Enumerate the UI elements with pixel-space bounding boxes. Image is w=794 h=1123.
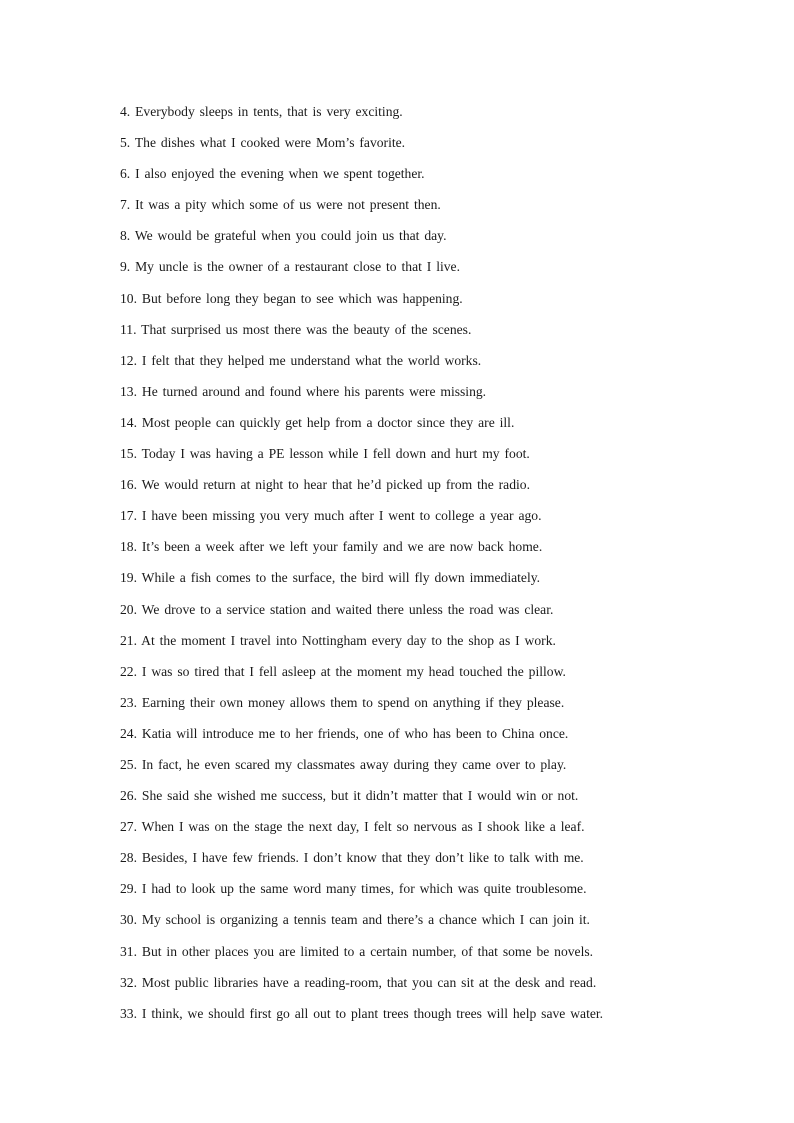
sentence-line: 28. Besides, I have few friends. I don’t know that they don’t like to talk with me. bbox=[120, 850, 584, 866]
sentence-line: 13. He turned around and found where his parents were missing. bbox=[120, 383, 487, 399]
sentence-line: 10. But before long they began to see which was happening. bbox=[120, 290, 463, 306]
sentence-line: 18. It’s been a week after we left your family and we are now back home. bbox=[120, 539, 543, 555]
sentence-line: 31. But in other places you are limited to a certain number, of that some be novels. bbox=[120, 943, 594, 959]
sentence-line: 27. When I was on the stage the next day, I felt so nervous as I shook like a leaf. bbox=[120, 819, 585, 835]
sentence-line: 16. We would return at night to hear that he’d picked up from the radio. bbox=[120, 477, 530, 493]
sentence-line: 20. We drove to a service station and waited there unless the road was clear. bbox=[120, 601, 554, 617]
sentence-line: 19. While a fish comes to the surface, the bird will fly down immediately. bbox=[120, 570, 541, 586]
sentence-line: 33. I think, we should first go all out to plant trees though trees will help save water. bbox=[120, 1005, 604, 1021]
sentence-line: 21. At the moment I travel into Nottingham every day to the shop as I work. bbox=[120, 632, 556, 648]
sentence-line: 29. I had to look up the same word many times, for which was quite troublesome. bbox=[120, 881, 587, 897]
sentence-line: 6. I also enjoyed the evening when we spent together. bbox=[120, 166, 425, 182]
sentence-line: 9. My uncle is the owner of a restaurant close to that I live. bbox=[120, 259, 460, 275]
sentence-line: 12. I felt that they helped me understand what the world works. bbox=[120, 352, 482, 368]
sentence-line: 8. We would be grateful when you could join us that day. bbox=[120, 228, 447, 244]
sentence-line: 25. In fact, he even scared my classmates away during they came over to play. bbox=[120, 756, 567, 772]
sentence-line: 17. I have been missing you very much after I went to college a year ago. bbox=[120, 508, 542, 524]
sentence-line: 11. That surprised us most there was the beauty of the scenes. bbox=[120, 321, 472, 337]
sentence-line: 22. I was so tired that I fell asleep at the moment my head touched the pillow. bbox=[120, 663, 566, 679]
sentence-line: 24. Katia will introduce me to her friends, one of who has been to China once. bbox=[120, 725, 569, 741]
sentence-list bbox=[120, 101, 680, 1034]
sentence-line: 14. Most people can quickly get help from a doctor since they are ill. bbox=[120, 414, 515, 430]
sentence-line: 4. Everybody sleeps in tents, that is very exciting. bbox=[120, 104, 403, 119]
sentence-line: 26. She said she wished me success, but it didn’t matter that I would win or not. bbox=[120, 788, 579, 804]
sentence-line: 15. Today I was having a PE lesson while I fell down and hurt my foot. bbox=[120, 446, 530, 462]
sentence-line: 32. Most public libraries have a reading-room, that you can sit at the desk and read. bbox=[120, 974, 597, 990]
sentence-line: 5. The dishes what I cooked were Mom’s favorite. bbox=[120, 135, 406, 151]
sentence-line: 7. It was a pity which some of us were not present then. bbox=[120, 197, 441, 213]
sentence-line: 30. My school is organizing a tennis team and there’s a chance which I can join it. bbox=[120, 912, 590, 928]
sentence-line: 23. Earning their own money allows them to spend on anything if they please. bbox=[120, 694, 565, 710]
